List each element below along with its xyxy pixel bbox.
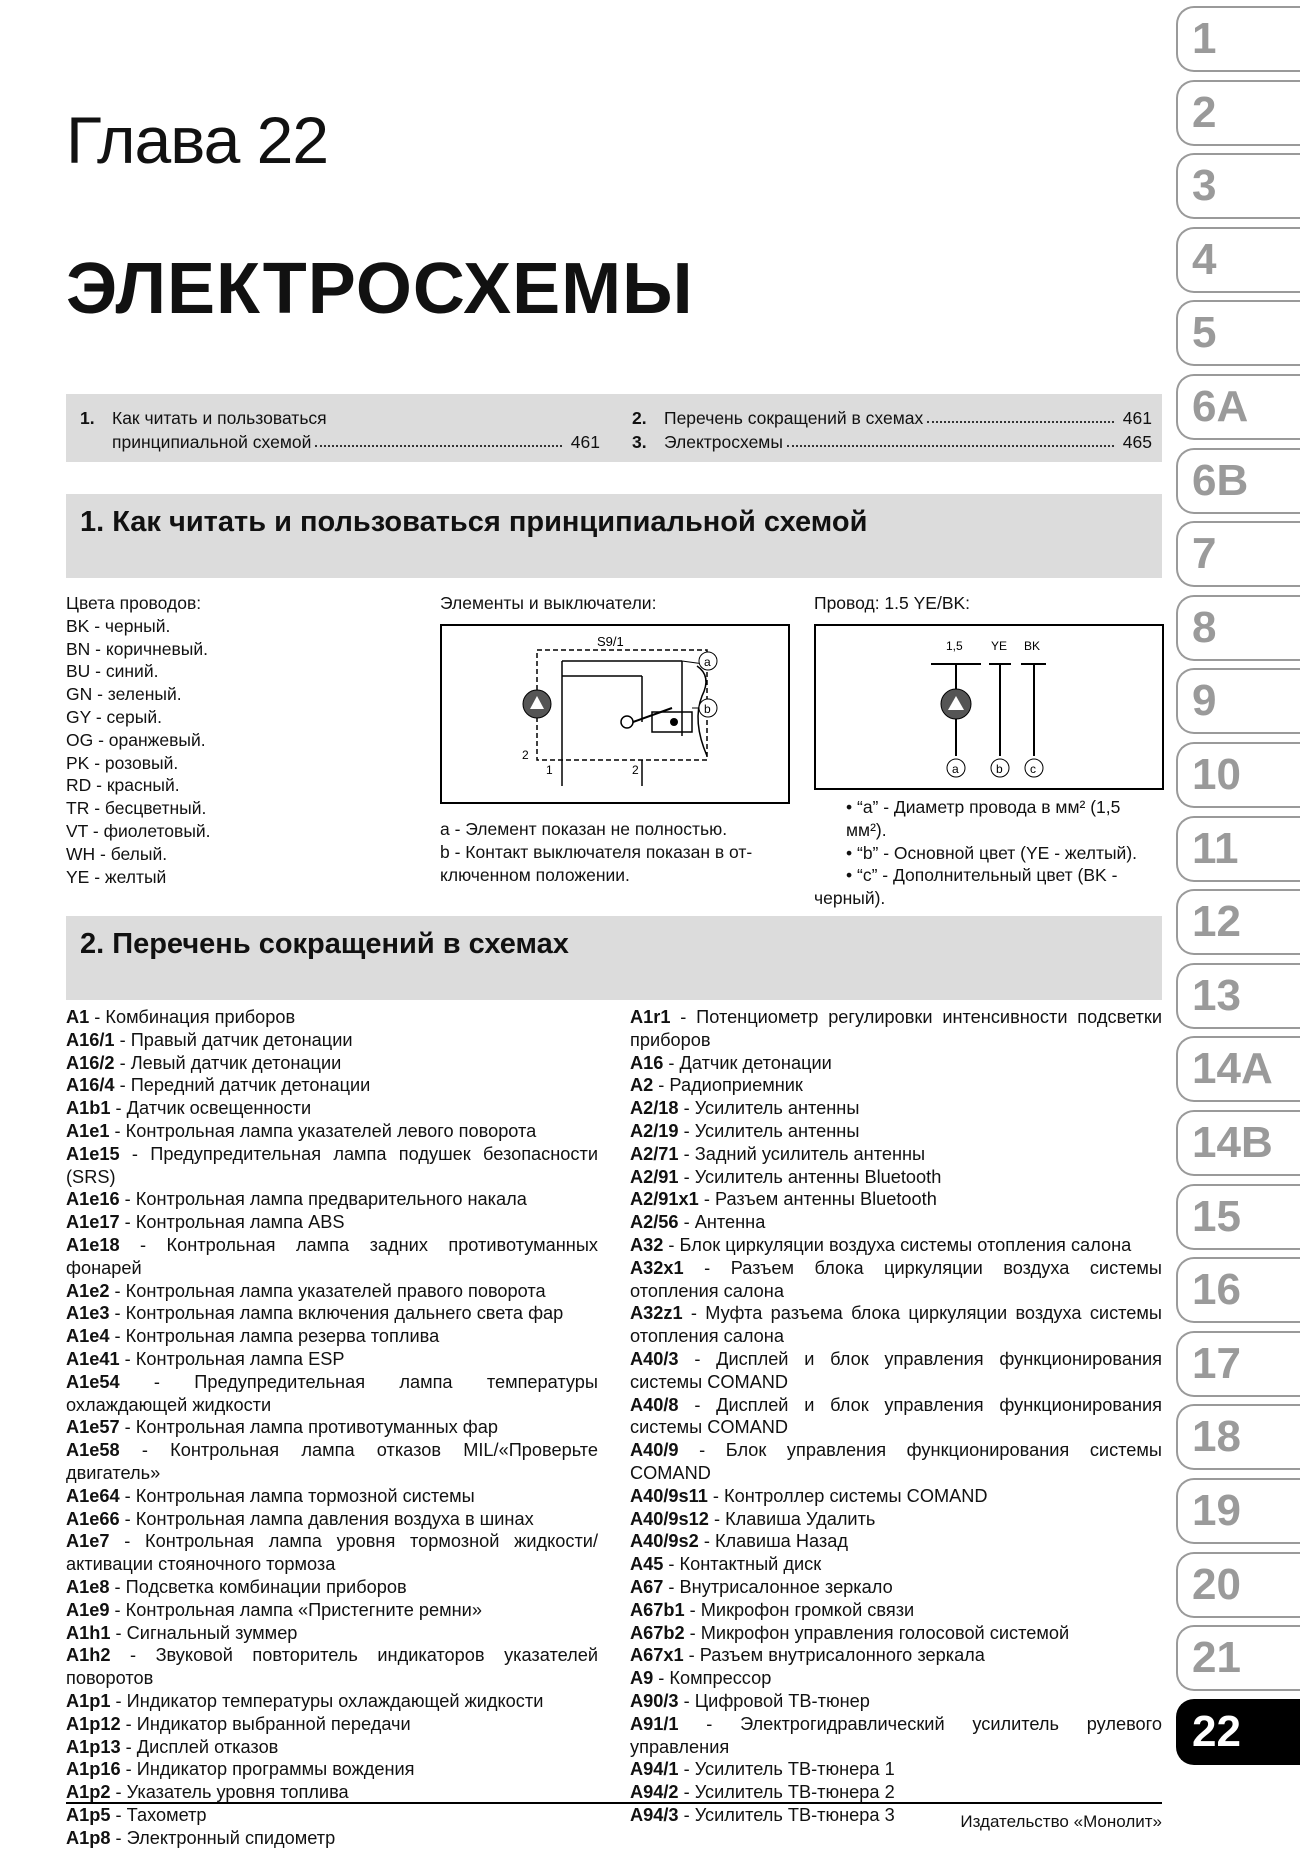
abbreviation-entry: A1p2 - Указатель уровня топлива: [66, 1782, 349, 1803]
page-title: ЭЛЕКТРОСХЕМЫ: [66, 249, 694, 329]
chapter-tab-5[interactable]: 5: [1176, 300, 1300, 366]
abbreviation-entry: A1h2 - Звуковой повторитель индикаторов указателей поворотов: [66, 1645, 599, 1689]
toc-num: 2.: [632, 408, 647, 428]
wire-note-c-cont: черный).: [814, 888, 886, 909]
abbreviation-entry: A67b1 - Микрофон громкой связи: [630, 1599, 915, 1620]
wire-note-b: • “b” - Основной цвет (YE - желтый).: [846, 842, 1138, 863]
abbreviation-desc: Контрольная лампа давления воздуха в шинах: [135, 1508, 534, 1529]
abbreviation-code: A67b2: [630, 1622, 685, 1643]
abbreviation-desc: Разъем блока циркуляции воздуха системы отопления салона: [630, 1257, 1162, 1301]
abbreviation-desc: Контрольная лампа отказов MIL/«Проверьте двигатель»: [66, 1440, 598, 1483]
abbreviation-entry: A1e9 - Контрольная лампа «Пристегните ремни»: [66, 1599, 482, 1620]
chapter-tab-1[interactable]: 1: [1176, 6, 1300, 72]
abbreviation-entry: A1p13 - Дисплей отказов: [66, 1736, 279, 1757]
abbreviation-entry: A1e41 - Контрольная лампа ESP: [66, 1348, 345, 1369]
abbreviation-code: A1e2: [66, 1280, 110, 1301]
abbreviation-code: A2/91x1: [630, 1189, 699, 1210]
abbreviation-entry: A1h1 - Сигнальный зуммер: [66, 1622, 298, 1643]
abbreviation-code: A1e7: [66, 1531, 110, 1552]
abbreviation-entry: A32 - Блок циркуляции воздуха системы отопления салона: [630, 1234, 1132, 1255]
toc-page: 465: [1122, 432, 1152, 452]
abbreviation-desc: Блок циркуляции воздуха системы отопления салона: [679, 1234, 1132, 1255]
abbreviation-entry: A1e2 - Контрольная лампа указателей правого поворота: [66, 1280, 546, 1301]
abbreviation-code: A91/1: [630, 1713, 679, 1734]
abbreviation-code: A1p1: [66, 1690, 111, 1711]
abbreviation-desc: Звуковой повторитель индикаторов указателей поворотов: [66, 1645, 599, 1689]
note-b-cont: ключенном положении.: [440, 864, 630, 885]
wire-color-item: WH - белый.: [66, 843, 168, 864]
abbreviation-desc: Подсветка комбинации приборов: [125, 1576, 407, 1597]
abbreviation-desc: Внутрисалонное зеркало: [679, 1576, 893, 1597]
abbreviation-entry: A1e18 - Контрольная лампа задних противотуманных фонарей: [66, 1234, 598, 1278]
abbreviation-desc: Усилитель антенны: [694, 1098, 860, 1119]
elements-notes: [440, 818, 752, 886]
abbreviation-code: A1b1: [66, 1098, 111, 1119]
abbreviation-entry: A2/19 - Усилитель антенны: [630, 1120, 860, 1141]
abbreviation-entry: A67b2 - Микрофон управления голосовой системой: [630, 1622, 1070, 1643]
pin-1: 1: [546, 763, 553, 777]
ye-label: YE: [991, 639, 1008, 653]
chapter-tab-7[interactable]: 7: [1176, 521, 1300, 587]
abbreviation-code: A40/9s11: [630, 1485, 708, 1506]
abbreviations-right: [630, 1006, 1162, 1827]
abbreviation-code: A16/1: [66, 1029, 115, 1050]
colors-heading: Цвета проводов:: [66, 593, 202, 613]
abbreviation-desc: Разъем антенны Bluetooth: [714, 1189, 937, 1210]
abbreviation-desc: Дисплей и блок управления функционирования системы COMAND: [630, 1394, 1162, 1438]
abbreviation-desc: Электронный спидометр: [126, 1827, 336, 1848]
toc-page: 461: [1122, 408, 1152, 428]
abbreviations-left: [66, 1006, 598, 1849]
abbreviation-desc: Левый датчик детонации: [130, 1052, 342, 1073]
abbreviation-desc: Указатель уровня топлива: [126, 1782, 349, 1803]
wire-color-item: YE - желтый: [66, 866, 167, 887]
abbreviation-desc: Микрофон управления голосовой системой: [700, 1622, 1070, 1643]
chapter-tab-16[interactable]: 16: [1176, 1257, 1300, 1323]
abbreviation-entry: A1e17 - Контрольная лампа ABS: [66, 1212, 345, 1233]
table-of-contents: [66, 394, 1162, 462]
chapter-tab-14a[interactable]: 14A: [1176, 1036, 1300, 1102]
abbreviation-entry: A1e66 - Контрольная лампа давления воздуха в шинах: [66, 1508, 534, 1529]
abbreviation-desc: Усилитель ТВ-тюнера 3: [694, 1804, 895, 1825]
abbreviation-code: A16: [630, 1052, 664, 1073]
abbreviation-code: A2/71: [630, 1143, 679, 1164]
abbreviation-entry: A1r1 - Потенциометр регулировки интенсивности подсветки приборов: [630, 1007, 1162, 1050]
abbreviation-code: A1r1: [630, 1007, 671, 1027]
abbreviation-desc: Передний датчик детонации: [130, 1075, 371, 1096]
abbreviation-desc: Контрольная лампа тормозной системы: [135, 1485, 475, 1506]
abbreviation-entry: A32z1 - Муфта разъема блока циркуляции воздуха системы отопления салона: [630, 1303, 1162, 1347]
abbreviation-desc: Контрольная лампа задних противотуманных фонарей: [66, 1234, 598, 1278]
chapter-tab-21[interactable]: 21: [1176, 1625, 1300, 1691]
wire-b: b: [996, 762, 1003, 776]
abbreviation-entry: A1p8 - Электронный спидометр: [66, 1827, 336, 1848]
wire-notes: [814, 796, 1160, 910]
abbreviation-entry: A40/3 - Дисплей и блок управления функционирования системы COMAND: [630, 1348, 1162, 1392]
abbreviation-code: A1e9: [66, 1599, 110, 1620]
chapter-tab-11[interactable]: 11: [1176, 816, 1300, 882]
abbreviation-desc: Микрофон громкой связи: [700, 1599, 915, 1620]
abbreviation-entry: A1e1 - Контрольная лампа указателей левого поворота: [66, 1120, 537, 1141]
wire-heading: Провод: 1.5 YE/BK:: [814, 593, 971, 613]
pin-2: 2: [522, 748, 529, 762]
wire-colors: [66, 592, 211, 888]
abbreviation-desc: Индикатор выбранной передачи: [136, 1713, 411, 1734]
abbreviation-desc: Радиоприемник: [669, 1075, 803, 1096]
toc-text: Перечень сокращений в схемах: [664, 408, 924, 428]
abbreviation-code: A1p8: [66, 1827, 111, 1848]
pin-2b: 2: [632, 763, 639, 777]
abbreviation-code: A9: [630, 1668, 654, 1689]
abbreviation-code: A1h2: [66, 1645, 111, 1666]
abbreviation-desc: Контрольная лампа противотуманных фар: [135, 1417, 498, 1438]
chapter-tab-13[interactable]: 13: [1176, 963, 1300, 1029]
chapter-tab-14b[interactable]: 14B: [1176, 1110, 1300, 1176]
abbreviation-entry: A1 - Комбинация приборов: [66, 1007, 296, 1027]
abbreviation-code: A1: [66, 1007, 90, 1027]
abbreviation-code: A2/91: [630, 1166, 679, 1187]
abbreviation-code: A1h1: [66, 1622, 111, 1643]
wire-color-item: GY - серый.: [66, 706, 162, 727]
abbreviation-desc: Муфта разъема блока циркуляции воздуха системы отопления салона: [630, 1303, 1162, 1347]
abbreviation-entry: A94/2 - Усилитель ТВ-тюнера 2: [630, 1782, 895, 1803]
abbreviation-code: A16/2: [66, 1052, 115, 1073]
abbreviation-entry: A16/2 - Левый датчик детонации: [66, 1052, 342, 1073]
abbreviation-entry: A45 - Контактный диск: [630, 1554, 822, 1575]
abbreviation-entry: A32x1 - Разъем блока циркуляции воздуха системы отопления салона: [630, 1257, 1162, 1301]
chapter-tab-2[interactable]: 2: [1176, 80, 1300, 146]
abbreviation-code: A2/18: [630, 1098, 679, 1119]
abbreviation-entry: A40/8 - Дисплей и блок управления функционирования системы COMAND: [630, 1394, 1162, 1438]
toc-page: 461: [570, 432, 600, 452]
abbreviation-desc: Задний усилитель антенны: [694, 1143, 926, 1164]
abbreviation-entry: A1e16 - Контрольная лампа предварительного накала: [66, 1189, 527, 1210]
abbreviation-code: A90/3: [630, 1690, 679, 1711]
abbreviation-code: A40/9: [630, 1440, 679, 1461]
chapter-label: Глава 22: [66, 103, 329, 177]
abbreviation-code: A1e58: [66, 1440, 120, 1461]
abbreviation-entry: A1p16 - Индикатор программы вождения: [66, 1759, 415, 1780]
wire-color-item: BK - черный.: [66, 615, 171, 636]
abbreviation-desc: Клавиша Удалить: [725, 1508, 876, 1529]
abbreviation-entry: A2/91x1 - Разъем антенны Bluetooth: [630, 1189, 937, 1210]
chapter-tab-10[interactable]: 10: [1176, 742, 1300, 808]
abbreviation-entry: A16 - Датчик детонации: [630, 1052, 832, 1073]
chapter-tab-4[interactable]: 4: [1176, 227, 1300, 293]
abbreviation-code: A45: [630, 1554, 664, 1575]
abbreviation-entry: A90/3 - Цифровой ТВ-тюнер: [630, 1690, 870, 1711]
abbreviation-code: A1e4: [66, 1326, 110, 1347]
footer-divider: [66, 1802, 1162, 1804]
chapter-tab-22[interactable]: 22: [1176, 1699, 1300, 1765]
abbreviation-code: A1e66: [66, 1508, 120, 1529]
abbreviation-entry: A1e64 - Контрольная лампа тормозной системы: [66, 1485, 475, 1506]
wire-diagram: [814, 624, 1164, 790]
abbreviation-desc: Дисплей отказов: [136, 1736, 279, 1757]
abbreviation-entry: A40/9s12 - Клавиша Удалить: [630, 1508, 876, 1529]
wire-color-item: BU - синий.: [66, 661, 159, 682]
abbreviation-entry: A16/1 - Правый датчик детонации: [66, 1029, 353, 1050]
abbreviation-desc: Контрольная лампа указателей правого поворота: [125, 1280, 546, 1301]
abbreviation-desc: Контроллер системы COMAND: [724, 1485, 988, 1506]
abbreviation-desc: Комбинация приборов: [105, 1007, 296, 1027]
abbreviation-desc: Цифровой ТВ-тюнер: [694, 1690, 870, 1711]
abbreviation-code: A1p2: [66, 1782, 111, 1803]
abbreviation-entry: A1b1 - Датчик освещенности: [66, 1098, 312, 1119]
wire-diagram-svg: [816, 626, 1162, 788]
abbreviation-desc: Контрольная лампа ABS: [135, 1212, 345, 1233]
elements-heading: Элементы и выключатели:: [440, 593, 657, 613]
chapter-tab-3[interactable]: 3: [1176, 153, 1300, 219]
abbreviation-desc: Индикатор программы вождения: [136, 1759, 415, 1780]
abbreviation-desc: Датчик детонации: [679, 1052, 832, 1073]
abbreviation-code: A94/3: [630, 1804, 679, 1825]
abbreviation-code: A32: [630, 1234, 664, 1255]
abbreviation-entry: A1p5 - Тахометр: [66, 1804, 207, 1825]
abbreviation-desc: Разъем внутрисалонного зеркала: [699, 1645, 985, 1666]
abbreviation-code: A40/3: [630, 1348, 679, 1369]
abbreviation-code: A40/9s2: [630, 1531, 699, 1552]
abbreviation-entry: A67 - Внутрисалонное зеркало: [630, 1576, 893, 1597]
abbreviation-entry: A1p12 - Индикатор выбранной передачи: [66, 1713, 411, 1734]
switch-diagram-svg: [442, 626, 788, 802]
abbreviation-code: A1e41: [66, 1348, 120, 1369]
abbreviation-code: A16/4: [66, 1075, 115, 1096]
abbreviation-code: A32x1: [630, 1257, 684, 1278]
abbreviation-code: A1p13: [66, 1736, 121, 1757]
abbreviation-code: A67x1: [630, 1645, 684, 1666]
wire-color-item: GN - зеленый.: [66, 684, 182, 705]
abbreviation-desc: Потенциометр регулировки интенсивности подсветки приборов: [630, 1007, 1162, 1050]
abbreviation-code: A67b1: [630, 1599, 685, 1620]
abbreviation-code: A1e18: [66, 1234, 120, 1255]
abbreviation-desc: Компрессор: [669, 1668, 772, 1689]
abbreviation-code: A1e17: [66, 1212, 120, 1233]
toc-text: Электросхемы: [664, 432, 783, 452]
abbreviation-code: A1p5: [66, 1804, 111, 1825]
toc-text: принципиальной схемой: [112, 432, 312, 452]
abbreviation-code: A1e15: [66, 1143, 120, 1164]
toc-num: 3.: [632, 432, 647, 452]
abbreviation-code: A1e57: [66, 1417, 120, 1438]
abbreviation-entry: A2/56 - Антенна: [630, 1212, 766, 1233]
abbreviation-code: A1e16: [66, 1189, 120, 1210]
abbreviation-desc: Контрольная лампа резерва топлива: [125, 1326, 440, 1347]
chapter-tab-12[interactable]: 12: [1176, 889, 1300, 955]
abbreviation-entry: A1e8 - Подсветка комбинации приборов: [66, 1576, 407, 1597]
switch-diagram: [440, 624, 790, 804]
chapter-tab-20[interactable]: 20: [1176, 1552, 1300, 1618]
abbreviation-code: A40/8: [630, 1394, 679, 1415]
abbreviation-code: A1e8: [66, 1576, 110, 1597]
chapter-tab-19[interactable]: 19: [1176, 1478, 1300, 1544]
wire-c: c: [1030, 762, 1036, 776]
abbreviation-desc: Предупредительная лампа подушек безопасности (SRS): [66, 1143, 598, 1187]
abbreviation-desc: Тахометр: [126, 1804, 207, 1825]
abbreviation-code: A32z1: [630, 1303, 683, 1324]
wire-color-item: BN - коричневый.: [66, 638, 208, 659]
section-1-header: 1. Как читать и пользоваться принципиальной схемой: [66, 494, 1162, 578]
switch-label: S9/1: [597, 634, 624, 649]
label-b: b: [704, 702, 711, 716]
abbreviation-entry: A1e57 - Контрольная лампа противотуманных фар: [66, 1417, 498, 1438]
abbreviation-entry: A94/1 - Усилитель ТВ-тюнера 1: [630, 1759, 895, 1780]
abbreviation-entry: A91/1 - Электрогидравлический усилитель рулевого управления: [630, 1713, 1162, 1757]
abbreviation-desc: Контрольная лампа уровня тормозной жидкости/активации стояночного тормоза: [66, 1531, 598, 1575]
abbreviation-desc: Клавиша Назад: [714, 1531, 848, 1552]
note-a: a - Элемент показан не полностью.: [440, 819, 728, 839]
wire-color-item: TR - бесцветный.: [66, 798, 207, 819]
abbreviation-desc: Усилитель антенны: [694, 1120, 860, 1141]
abbreviation-entry: A1p1 - Индикатор температуры охлаждающей жидкости: [66, 1690, 544, 1711]
chapter-tab-15[interactable]: 15: [1176, 1184, 1300, 1250]
abbreviation-desc: Правый датчик детонации: [130, 1029, 353, 1050]
publisher: Издательство «Монолит»: [960, 1812, 1162, 1831]
abbreviation-desc: Усилитель антенны Bluetooth: [694, 1166, 942, 1187]
abbreviation-code: A1e1: [66, 1120, 110, 1141]
abbreviation-desc: Контрольная лампа «Пристегните ремни»: [125, 1599, 482, 1620]
abbreviation-entry: A1e58 - Контрольная лампа отказов MIL/«Проверьте двигатель»: [66, 1440, 598, 1483]
abbreviation-entry: A40/9 - Блок управления функционирования системы COMAND: [630, 1440, 1162, 1483]
abbreviation-entry: A16/4 - Передний датчик детонации: [66, 1075, 371, 1096]
abbreviation-desc: Контрольная лампа указателей левого поворота: [125, 1120, 537, 1141]
abbreviation-desc: Электрогидравлический усилитель рулевого управления: [630, 1713, 1162, 1757]
bk-label: BK: [1024, 639, 1041, 653]
abbreviation-code: A1e3: [66, 1303, 110, 1324]
abbreviation-entry: A67x1 - Разъем внутрисалонного зеркала: [630, 1645, 985, 1666]
abbreviation-entry: A1e4 - Контрольная лампа резерва топлива: [66, 1326, 440, 1347]
abbreviation-entry: A2/71 - Задний усилитель антенны: [630, 1143, 926, 1164]
label-a: a: [704, 655, 711, 669]
abbreviation-code: A94/1: [630, 1759, 679, 1780]
abbreviation-desc: Индикатор температуры охлаждающей жидкости: [126, 1690, 544, 1711]
abbreviation-entry: A40/9s2 - Клавиша Назад: [630, 1531, 848, 1552]
abbreviation-entry: A9 - Компрессор: [630, 1668, 772, 1689]
wire-size-label: 1,5: [946, 639, 963, 653]
wire-color-item: VT - фиолетовый.: [66, 820, 211, 841]
wire-color-item: PK - розовый.: [66, 752, 179, 773]
abbreviation-entry: A2/18 - Усилитель антенны: [630, 1098, 860, 1119]
abbreviation-code: A1e54: [66, 1371, 120, 1392]
abbreviation-entry: A94/3 - Усилитель ТВ-тюнера 3: [630, 1804, 895, 1825]
chapter-tab-9[interactable]: 9: [1176, 668, 1300, 734]
toc-num: 1.: [80, 408, 95, 428]
abbreviation-desc: Предупредительная лампа температуры охлаждающей жидкости: [66, 1371, 598, 1415]
wire-color-item: OG - оранжевый.: [66, 729, 206, 750]
note-b: b - Контакт выключателя показан в от-: [440, 841, 753, 862]
abbreviation-desc: Контрольная лампа включения дальнего света фар: [125, 1303, 564, 1324]
abbreviation-code: A2/56: [630, 1212, 679, 1233]
abbreviation-desc: Усилитель ТВ-тюнера 2: [694, 1782, 895, 1803]
abbreviation-code: A1p16: [66, 1759, 121, 1780]
wire-a: a: [952, 762, 959, 776]
abbreviation-desc: Усилитель ТВ-тюнера 1: [694, 1759, 895, 1780]
abbreviation-desc: Контрольная лампа ESP: [135, 1348, 345, 1369]
wire-note-a: • “a” - Диаметр провода в мм² (1,5 мм²).: [846, 797, 1121, 840]
abbreviation-code: A40/9s12: [630, 1508, 709, 1529]
wire-color-item: RD - красный.: [66, 775, 180, 796]
abbreviation-code: A1e64: [66, 1485, 120, 1506]
section-2-header: 2. Перечень сокращений в схемах: [66, 916, 1162, 1000]
abbreviation-desc: Антенна: [694, 1212, 766, 1233]
chapter-tab-18[interactable]: 18: [1176, 1404, 1300, 1470]
abbreviation-entry: A2 - Радиоприемник: [630, 1075, 803, 1096]
abbreviation-desc: Дисплей и блок управления функционирования системы COMAND: [630, 1348, 1162, 1392]
wire-note-c: • “c” - Дополнительный цвет (BK -: [846, 865, 1118, 886]
chapter-tab-6b[interactable]: 6B: [1176, 448, 1300, 514]
abbreviation-entry: A1e15 - Предупредительная лампа подушек безопасности (SRS): [66, 1143, 598, 1187]
abbreviation-code: A1p12: [66, 1713, 121, 1734]
abbreviation-desc: Контактный диск: [679, 1554, 822, 1575]
abbreviation-desc: Датчик освещенности: [126, 1098, 312, 1119]
toc-text: Как читать и пользоваться: [112, 408, 327, 428]
abbreviation-entry: A1e3 - Контрольная лампа включения дальнего света фар: [66, 1303, 564, 1324]
abbreviation-entry: A40/9s11 - Контроллер системы COMAND: [630, 1485, 988, 1506]
abbreviation-code: A67: [630, 1576, 664, 1597]
abbreviation-desc: Контрольная лампа предварительного накала: [135, 1189, 527, 1210]
abbreviation-code: A2: [630, 1075, 654, 1096]
chapter-tab-8[interactable]: 8: [1176, 595, 1300, 661]
abbreviation-entry: A1e54 - Предупредительная лампа температуры охлаждающей жидкости: [66, 1371, 598, 1415]
abbreviation-code: A2/19: [630, 1120, 679, 1141]
abbreviation-code: A94/2: [630, 1782, 679, 1803]
abbreviation-desc: Сигнальный зуммер: [126, 1622, 298, 1643]
chapter-tab-6a[interactable]: 6A: [1176, 374, 1300, 440]
abbreviation-desc: Блок управления функционирования системы COMAND: [630, 1440, 1162, 1483]
chapter-tab-17[interactable]: 17: [1176, 1331, 1300, 1397]
abbreviation-entry: A1e7 - Контрольная лампа уровня тормозной жидкости/активации стояночного тормоза: [66, 1531, 598, 1575]
abbreviation-entry: A2/91 - Усилитель антенны Bluetooth: [630, 1166, 942, 1187]
